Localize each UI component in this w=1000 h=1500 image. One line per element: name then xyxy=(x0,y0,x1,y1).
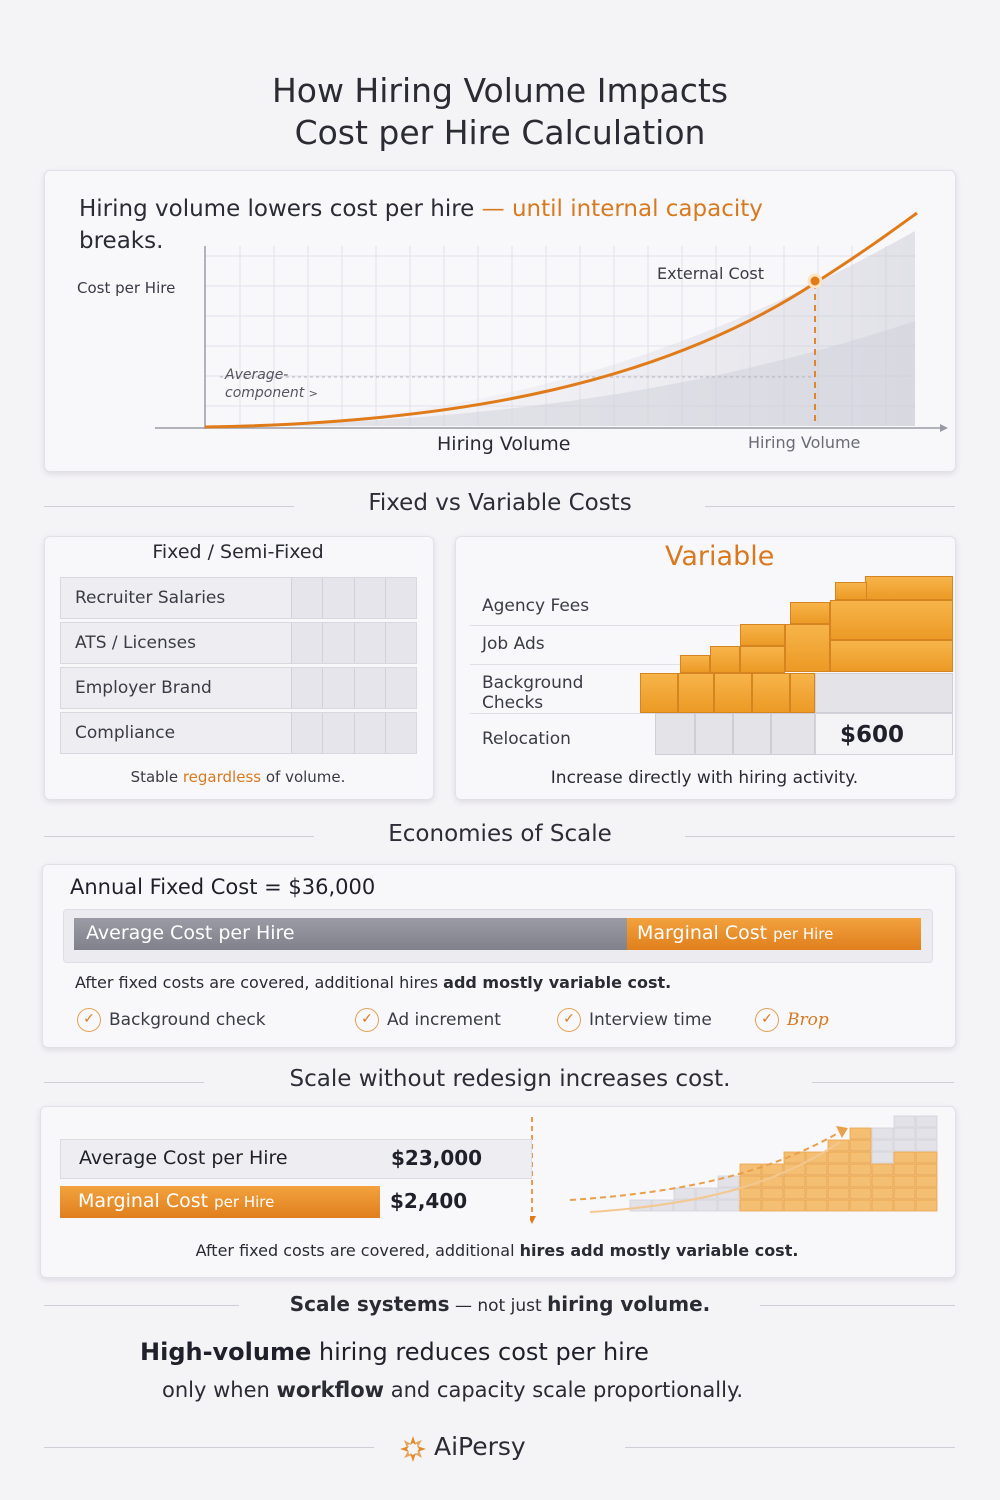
checkmark-icon: ✓ xyxy=(77,1008,101,1032)
scale-heading: Scale without redesign increases cost. xyxy=(289,1066,731,1092)
marginal-cost-bar xyxy=(627,918,921,950)
cost-block xyxy=(678,673,714,713)
scale-block xyxy=(872,1164,893,1175)
scale-block xyxy=(894,1152,915,1163)
scale-block xyxy=(828,1200,849,1211)
x-axis-label-right: Hiring Volume xyxy=(748,433,861,452)
headline-accent: until internal capacity xyxy=(511,196,763,222)
marginal-cost-label: Marginal Cost per Hire xyxy=(78,1190,275,1212)
scale-block xyxy=(850,1164,871,1175)
fixed-row-label: ATS / Licenses xyxy=(75,633,196,653)
scale-block xyxy=(872,1128,893,1139)
fixed-row-recruiter-salaries xyxy=(60,577,417,619)
scale-block xyxy=(850,1128,871,1139)
scale-block xyxy=(872,1176,893,1187)
economies-heading: Economies of Scale xyxy=(388,821,612,847)
cost-block-gray xyxy=(733,713,771,755)
fixed-costs-note: Stable regardless of volume. xyxy=(130,768,346,786)
scale-block xyxy=(784,1188,805,1199)
variable-row-label: Background Checks xyxy=(482,673,584,713)
variable-costs-note: Increase directly with hiring activity. xyxy=(550,768,859,788)
average-component-line-2: component > xyxy=(225,385,318,401)
chevron-right-icon: > xyxy=(308,387,318,400)
scale-block xyxy=(916,1200,937,1211)
scale-block xyxy=(894,1140,915,1151)
headline-dash: — xyxy=(481,196,505,222)
fixed-row-label: Compliance xyxy=(75,723,176,743)
scale-block xyxy=(718,1200,739,1211)
scale-block xyxy=(696,1200,717,1211)
scale-block xyxy=(916,1164,937,1175)
x-axis-arrow xyxy=(940,424,948,432)
annual-fixed-cost: Annual Fixed Cost = $36,000 xyxy=(70,875,376,899)
scale-block xyxy=(740,1200,761,1211)
conclusion-line-2: only when workflow and capacity scale proportionally. xyxy=(162,1378,744,1402)
brand-logo xyxy=(398,1432,598,1466)
scale-block xyxy=(872,1200,893,1211)
scale-block xyxy=(894,1188,915,1199)
cost-block xyxy=(752,673,790,713)
fixed-row-cells xyxy=(291,668,416,708)
scale-block xyxy=(894,1200,915,1211)
scale-block xyxy=(916,1152,937,1163)
check-ad-increment: ✓ Ad increment xyxy=(355,1008,501,1032)
scale-divider-arrow xyxy=(530,1216,536,1224)
y-axis-label: Cost per Hire xyxy=(77,279,176,297)
x-axis-label: Hiring Volume xyxy=(437,433,571,455)
cost-block xyxy=(790,673,815,713)
scale-block xyxy=(784,1176,805,1187)
scale-block xyxy=(674,1188,695,1199)
fixed-costs-title: Fixed / Semi-Fixed xyxy=(152,541,324,563)
scale-block xyxy=(850,1176,871,1187)
cost-block xyxy=(785,624,830,672)
scale-block xyxy=(894,1128,915,1139)
headline-tail: breaks. xyxy=(79,228,164,254)
fixed-row-employer-brand xyxy=(60,667,417,709)
average-component-line-1: Average- xyxy=(225,367,289,383)
cost-block-gray xyxy=(771,713,815,755)
scale-note: After fixed costs are covered, additional hires add mostly variable cost. xyxy=(195,1241,799,1260)
check-brop: ✓ Brop xyxy=(755,1008,829,1032)
avg-cost-value: $23,000 xyxy=(391,1146,483,1170)
scale-block xyxy=(894,1176,915,1187)
scale-block xyxy=(850,1140,871,1151)
fixed-row-label: Employer Brand xyxy=(75,678,212,698)
cost-block xyxy=(865,576,953,600)
title-line-1: How Hiring Volume Impacts xyxy=(271,71,729,110)
scale-block xyxy=(916,1128,937,1139)
scale-block xyxy=(916,1140,937,1151)
marginal-cost-value: $2,400 xyxy=(390,1189,468,1213)
fixed-vs-variable-heading: Fixed vs Variable Costs xyxy=(368,490,632,516)
scale-systems-line: Scale systems — not just hiring volume. xyxy=(289,1292,711,1316)
scale-block xyxy=(850,1152,871,1163)
variable-row-label: Job Ads xyxy=(482,634,545,654)
scale-block xyxy=(850,1188,871,1199)
page-title xyxy=(0,70,1000,154)
scale-block xyxy=(806,1164,827,1175)
fixed-row-compliance xyxy=(60,712,417,754)
fixed-row-ats-licenses xyxy=(60,622,417,664)
cost-block xyxy=(740,646,785,673)
scale-block xyxy=(762,1188,783,1199)
scale-block xyxy=(872,1152,893,1163)
check-background-check: ✓ Background check xyxy=(77,1008,266,1032)
fixed-row-cells xyxy=(291,578,416,618)
cost-block xyxy=(740,624,785,646)
scale-block xyxy=(806,1188,827,1199)
brand-name: AiPersy xyxy=(434,1432,526,1461)
average-cost-bar-label: Average Cost per Hire xyxy=(86,922,295,944)
scale-block xyxy=(828,1188,849,1199)
scale-block xyxy=(828,1140,849,1151)
scale-block xyxy=(850,1200,871,1211)
cost-block xyxy=(714,673,752,713)
cost-block xyxy=(830,640,953,672)
scale-block xyxy=(916,1176,937,1187)
scale-block xyxy=(828,1164,849,1175)
scale-block xyxy=(630,1200,651,1211)
scale-block xyxy=(762,1200,783,1211)
scale-illustration xyxy=(530,1112,950,1232)
cost-block xyxy=(680,655,710,673)
scale-block xyxy=(916,1188,937,1199)
scale-block xyxy=(828,1152,849,1163)
cost-block xyxy=(830,600,953,640)
cost-block xyxy=(835,582,867,600)
average-component-label xyxy=(225,366,318,403)
scale-block xyxy=(872,1188,893,1199)
relocation-value: $600 xyxy=(840,722,905,748)
title-line-2: Cost per Hire Calculation xyxy=(294,113,706,152)
scale-block xyxy=(894,1116,915,1127)
marginal-cost-row xyxy=(60,1186,380,1218)
variable-row-label: Relocation xyxy=(482,729,571,749)
cost-block-gray xyxy=(655,713,695,755)
check-interview-time: ✓ Interview time xyxy=(557,1008,712,1032)
cost-curve-chart xyxy=(45,171,955,471)
scale-block xyxy=(806,1200,827,1211)
variable-row-label: Agency Fees xyxy=(482,596,590,616)
scale-block xyxy=(872,1140,893,1151)
scale-block xyxy=(916,1116,937,1127)
avg-cost-label: Average Cost per Hire xyxy=(79,1147,288,1169)
external-cost-marker xyxy=(809,275,821,287)
scale-block xyxy=(894,1164,915,1175)
variable-costs-title: Variable xyxy=(665,541,775,572)
fixed-row-label: Recruiter Salaries xyxy=(75,588,226,608)
economies-note: After fixed costs are covered, additional hires add mostly variable cost. xyxy=(75,973,672,992)
fixed-row-cells xyxy=(291,623,416,663)
cost-block xyxy=(640,673,678,713)
growth-arrow-head xyxy=(836,1126,848,1138)
checkmark-icon: ✓ xyxy=(355,1008,379,1032)
cost-block xyxy=(790,602,830,624)
conclusion-line-1: High-volume hiring reduces cost per hire xyxy=(140,1338,649,1366)
external-cost-label: External Cost xyxy=(657,264,765,283)
footer-divider-right xyxy=(625,1447,955,1448)
cost-block xyxy=(710,646,740,673)
aipersy-logo-icon xyxy=(398,1434,428,1464)
footer-divider-left xyxy=(44,1447,374,1448)
scale-block xyxy=(784,1164,805,1175)
cost-block-gray xyxy=(695,713,733,755)
average-cost-bar xyxy=(74,918,627,950)
scale-block xyxy=(806,1176,827,1187)
checkmark-icon: ✓ xyxy=(755,1008,779,1032)
chart-card xyxy=(44,170,956,472)
scale-block xyxy=(784,1200,805,1211)
cost-block-gray xyxy=(815,673,953,713)
fixed-row-cells xyxy=(291,713,416,753)
marginal-cost-bar-label: Marginal Cost per Hire xyxy=(637,922,834,944)
scale-block xyxy=(740,1188,761,1199)
avg-cost-row xyxy=(60,1139,532,1179)
checkmark-icon: ✓ xyxy=(557,1008,581,1032)
headline-main: Hiring volume lowers cost per hire xyxy=(79,196,475,222)
scale-block xyxy=(828,1176,849,1187)
